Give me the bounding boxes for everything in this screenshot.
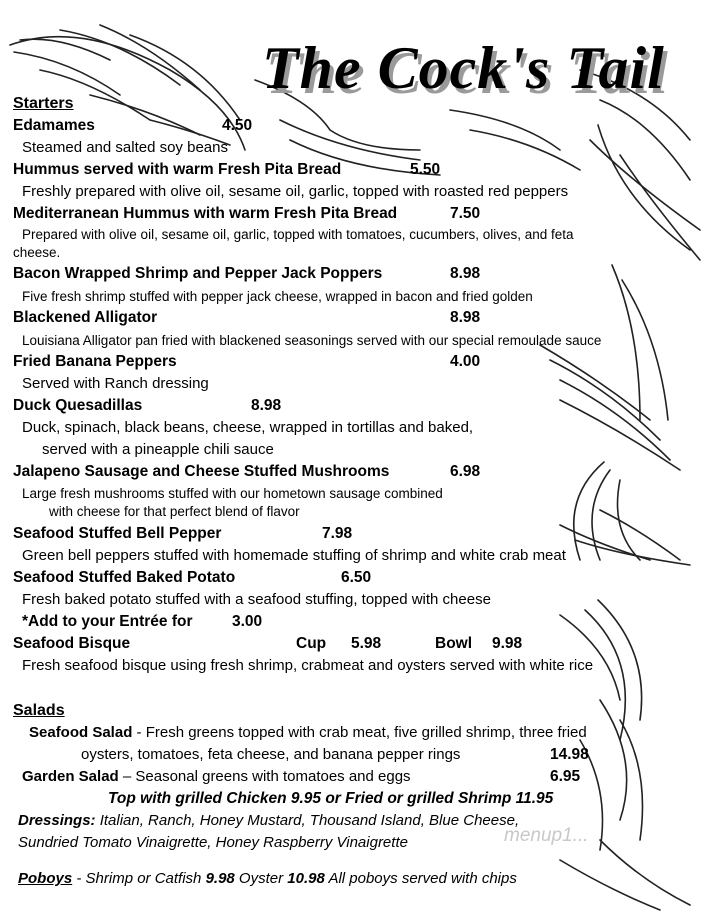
item-desc: Served with Ranch dressing xyxy=(22,375,209,392)
bisque-bowl-price: 9.98 xyxy=(492,635,523,652)
item-name: Blackened Alligator xyxy=(13,309,158,326)
starters-heading: Starters xyxy=(13,95,74,112)
item-desc: Five fresh shrimp stuffed with pepper jack cheese, wrapped in bacon and fried golden xyxy=(22,289,533,304)
seafood-salad-desc: - Fresh greens topped with crab meat, five grilled shrimp, three fried xyxy=(132,724,587,741)
seafood-salad-price: 14.98 xyxy=(550,746,589,763)
item-price: 4.00 xyxy=(450,353,481,370)
item-desc: Prepared with olive oil, sesame oil, garlic, topped with tomatoes, cucumbers, olives, and feta xyxy=(22,227,574,242)
item-desc: Steamed and salted soy beans xyxy=(22,139,228,156)
bisque-cup-label: Cup xyxy=(296,635,327,652)
item-desc: Large fresh mushrooms stuffed with our hometown sausage combined xyxy=(22,486,443,501)
restaurant-title: The Cock's Tail xyxy=(262,35,665,101)
item-desc-cont: cheese. xyxy=(13,245,61,260)
poboys-label: Poboys xyxy=(18,870,73,887)
poboys-price-2: 10.98 xyxy=(287,870,325,887)
item-price: 8.98 xyxy=(450,265,481,282)
item-desc: Duck, spinach, black beans, cheese, wrapped in tortillas and baked, xyxy=(22,419,474,436)
item-name: Duck Quesadillas xyxy=(13,397,143,414)
bisque-bowl-label: Bowl xyxy=(435,635,473,652)
item-desc: Louisiana Alligator pan fried with blackened seasonings served with our special remoulade sauce xyxy=(22,333,602,348)
item-price: 7.98 xyxy=(322,525,353,542)
salad-topping: Top with grilled Chicken 9.95 or Fried or grilled Shrimp 11.95 xyxy=(108,790,554,807)
dressings-list-cont: Sundried Tomato Vinaigrette, Honey Raspberry Vinaigrette xyxy=(18,834,408,851)
poboys xyxy=(18,870,517,888)
garden-salad xyxy=(22,768,411,786)
bisque-desc: Fresh seafood bisque using fresh shrimp, crabmeat and oysters served with white rice xyxy=(22,657,594,674)
item-desc-cont: with cheese for that perfect blend of flavor xyxy=(49,504,300,519)
poboys-price-1: 9.98 xyxy=(205,870,235,887)
item-price: 4.50 xyxy=(222,117,253,134)
dressings-label: Dressings: xyxy=(18,812,96,829)
item-price: 7.50 xyxy=(450,205,481,222)
item-name: Edamames xyxy=(13,117,95,134)
bisque-name: Seafood Bisque xyxy=(13,635,131,652)
item-desc: Green bell peppers stuffed with homemade stuffing of shrimp and white crab meat xyxy=(22,547,566,564)
dressings xyxy=(18,812,519,830)
item-name: Seafood Stuffed Baked Potato xyxy=(13,569,236,586)
dressings-list: Italian, Ranch, Honey Mustard, Thousand Island, Blue Cheese, xyxy=(95,812,520,829)
item-desc: Freshly prepared with olive oil, sesame oil, garlic, topped with roasted red peppers xyxy=(22,183,569,200)
item-name: Hummus served with warm Fresh Pita Bread xyxy=(13,161,342,178)
item-price: 8.98 xyxy=(251,397,282,414)
seafood-salad-desc-cont: oysters, tomatoes, feta cheese, and banana pepper rings xyxy=(81,746,461,763)
garden-salad-name: Garden Salad xyxy=(22,768,119,785)
poboys-text-3: All poboys served with chips xyxy=(324,870,517,887)
item-price: 6.98 xyxy=(450,463,481,480)
poboys-text: - Shrimp or Catfish xyxy=(72,870,206,887)
item-name: Mediterranean Hummus with warm Fresh Pita Bread xyxy=(13,205,398,222)
item-price: 6.50 xyxy=(341,569,372,586)
item-name: Bacon Wrapped Shrimp and Pepper Jack Poppers xyxy=(13,265,383,282)
item-name: Jalapeno Sausage and Cheese Stuffed Mushrooms xyxy=(13,463,390,480)
item-desc: Fresh baked potato stuffed with a seafood stuffing, topped with cheese xyxy=(22,591,491,608)
addon-label: *Add to your Entrée for xyxy=(22,613,193,630)
item-desc-cont: served with a pineapple chili sauce xyxy=(42,441,274,458)
item-name: Fried Banana Peppers xyxy=(13,353,177,370)
item-name: Seafood Stuffed Bell Pepper xyxy=(13,525,222,542)
garden-salad-price: 6.95 xyxy=(550,768,581,785)
item-price: 5.50 xyxy=(410,161,441,178)
seafood-salad xyxy=(29,724,587,742)
item-price: 8.98 xyxy=(450,309,481,326)
bisque-cup-price: 5.98 xyxy=(351,635,382,652)
addon-price: 3.00 xyxy=(232,613,263,630)
seafood-salad-name: Seafood Salad xyxy=(29,724,133,741)
salads-heading: Salads xyxy=(13,702,65,719)
poboys-text-2: Oyster xyxy=(234,870,288,887)
watermark: menup1... xyxy=(504,825,589,846)
garden-salad-desc: – Seasonal greens with tomatoes and eggs xyxy=(118,768,411,785)
